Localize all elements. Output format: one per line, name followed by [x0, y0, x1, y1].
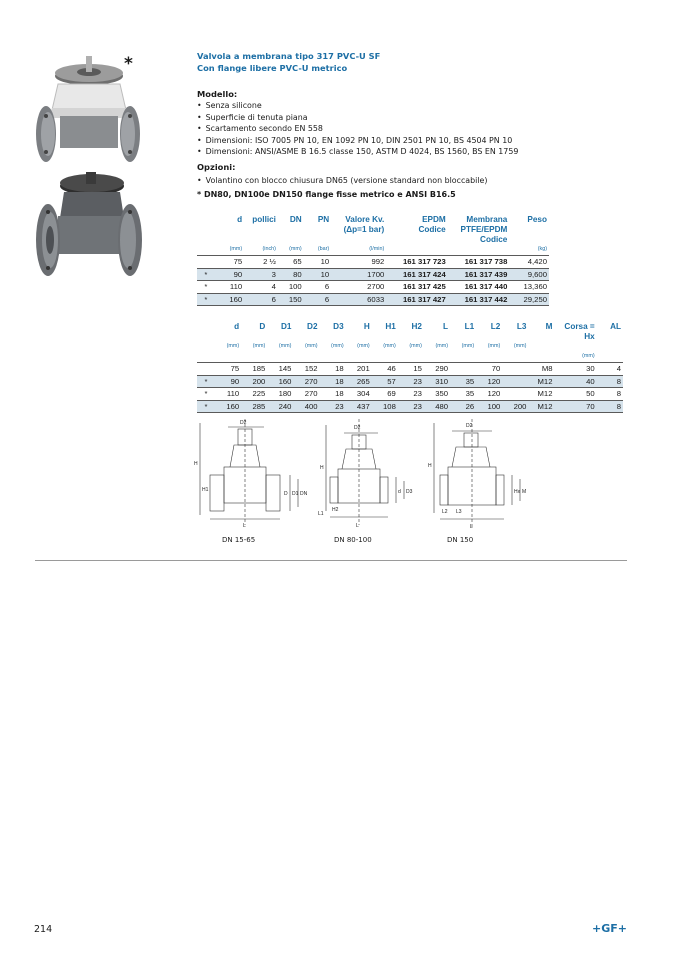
th2	[215, 332, 241, 342]
label-D2-2: D2	[354, 425, 361, 431]
th-D3: D3	[333, 322, 344, 331]
cell: 35	[465, 376, 475, 386]
cell: 4	[616, 364, 621, 373]
th-epdm: EPDM	[422, 215, 446, 224]
caption-dn150: DN 150	[447, 536, 474, 544]
cell: 150	[288, 294, 302, 304]
th3	[215, 235, 245, 245]
cell: 6033	[367, 294, 385, 304]
label-H2: H2	[332, 507, 339, 513]
unit: (l/min)	[369, 246, 385, 252]
th2	[398, 332, 424, 342]
unit	[215, 352, 241, 363]
th2	[197, 225, 215, 235]
unit	[502, 352, 528, 363]
unit: (mm)	[252, 343, 266, 349]
section-divider	[35, 560, 627, 561]
cell: 161 317 738	[464, 257, 508, 266]
cell: 29,250	[523, 294, 547, 304]
th2	[502, 332, 528, 342]
cell: 161 317 440	[464, 282, 508, 291]
th2	[528, 332, 554, 342]
label-H: H	[194, 461, 198, 467]
cell: 480	[435, 401, 449, 411]
table-row	[197, 281, 549, 294]
cell: 270	[304, 389, 318, 398]
table-row	[197, 256, 549, 269]
th3	[278, 235, 304, 245]
label-L3: L3	[456, 509, 462, 515]
cell: 57	[387, 376, 396, 386]
unit: (mm)	[409, 343, 422, 349]
label-d: d	[398, 489, 401, 495]
unit	[386, 245, 447, 256]
th-D: D	[259, 322, 266, 331]
th-peso: Peso	[527, 215, 547, 224]
cell	[450, 363, 476, 376]
unit	[197, 342, 215, 352]
cell: *	[204, 376, 208, 386]
th2	[197, 332, 215, 342]
th2	[320, 332, 346, 342]
cell: 15	[413, 364, 422, 373]
valve-photo-bottom	[34, 170, 142, 294]
table-row	[197, 375, 623, 388]
th-pn: PN	[317, 215, 330, 224]
codes-table	[197, 215, 549, 306]
label-L1: L1	[318, 511, 324, 517]
table-row	[197, 400, 623, 413]
th3	[244, 235, 278, 245]
cell: 160	[278, 376, 292, 386]
th2	[450, 332, 476, 342]
th2	[244, 225, 278, 235]
cell: 201	[356, 364, 370, 373]
unit	[424, 352, 450, 363]
th-mark	[197, 322, 215, 332]
options-list	[197, 175, 487, 187]
th3	[197, 235, 215, 245]
table-row	[197, 388, 623, 401]
unit: (mm)	[226, 343, 240, 349]
unit: (mm)	[461, 343, 475, 349]
th3	[331, 235, 386, 245]
cell: 70	[491, 364, 501, 373]
cell: 270	[304, 376, 318, 386]
unit	[197, 245, 215, 256]
page-number: 214	[34, 924, 53, 935]
th-H: H	[363, 322, 370, 331]
cell: 240	[278, 401, 292, 411]
model-item: • Dimensioni: ANSI/ASME B 16.5 classe 150, ASTM D 4024, BS 1560, BS EN 1759	[197, 146, 518, 158]
cell: M12	[537, 376, 553, 386]
table-row	[197, 293, 549, 306]
cell: *	[204, 282, 208, 291]
label-L2: L2	[442, 509, 448, 515]
cell: 2700	[367, 282, 385, 291]
cell: 8	[616, 389, 621, 398]
cell: 152	[304, 364, 318, 373]
cell: 23	[335, 401, 344, 411]
cell: 90	[230, 376, 240, 386]
th2	[304, 225, 332, 235]
cell: 13,360	[523, 282, 547, 291]
label-H-3: H	[428, 463, 432, 469]
cell: 437	[356, 401, 370, 411]
th-pollici: pollici	[252, 215, 276, 224]
dims-units-row-2	[197, 352, 623, 363]
dims-header-row-2	[197, 332, 623, 342]
codes-header-row-2	[197, 225, 549, 235]
dims-units-row	[197, 342, 623, 352]
label-H-2: H	[320, 465, 324, 471]
unit	[597, 352, 623, 363]
unit	[293, 352, 319, 363]
unit: (mm)	[513, 343, 527, 349]
label-D2: D2	[240, 420, 247, 426]
table-row	[197, 268, 549, 281]
th3-membrana: Codice	[480, 235, 508, 244]
options-heading: Opzioni:	[197, 162, 236, 172]
cell: 6	[271, 294, 276, 304]
model-asterisk: *	[124, 54, 133, 74]
gf-logo: +GF+	[592, 922, 627, 935]
cell: 10	[320, 269, 330, 279]
options-item: • Volantino con blocco chiusura DN65 (versione standard non bloccabile)	[197, 175, 487, 187]
title-line-1: Valvola a membrana tipo 317 PVC-U SF	[197, 51, 381, 61]
cell: 108	[383, 401, 396, 411]
cell: 26	[465, 401, 475, 411]
th-M: M	[545, 322, 553, 331]
th2	[267, 332, 293, 342]
th-d: d	[234, 322, 240, 331]
cell: 69	[387, 389, 396, 398]
cell: 161 317 424	[402, 269, 446, 279]
flange-note: * DN80, DN100e DN150 flange fisse metrico e ANSI B16.5	[197, 190, 456, 199]
cell: 50	[586, 389, 595, 398]
cell: 110	[229, 282, 243, 291]
cell: 161 317 442	[464, 294, 508, 304]
cell: 3	[271, 269, 276, 279]
label-D3: D3	[406, 489, 413, 495]
th-AL: AL	[610, 322, 621, 331]
codes-units-row	[197, 245, 549, 256]
cell: 6	[324, 282, 330, 291]
unit	[555, 342, 597, 352]
cell: 310	[435, 376, 449, 386]
unit	[398, 352, 424, 363]
cell: 304	[356, 389, 370, 398]
cell: 110	[226, 389, 240, 398]
unit: (mm)	[383, 343, 396, 349]
cell: 200	[252, 376, 266, 386]
cell	[197, 363, 215, 376]
label-L: L	[243, 523, 246, 529]
dims-header-row	[197, 322, 623, 332]
unit: (mm)	[278, 343, 292, 349]
cell: 8	[616, 401, 621, 411]
cell: 23	[413, 376, 422, 386]
th-dn: DN	[289, 215, 302, 224]
cell: 350	[435, 389, 449, 398]
th-L3: L3	[516, 322, 527, 331]
cell: 161 317 439	[464, 269, 508, 279]
technical-drawings	[190, 415, 620, 535]
cell: 75	[230, 364, 240, 373]
cell: 161 317 425	[402, 282, 446, 291]
cell	[502, 375, 528, 388]
cell: M12	[537, 401, 553, 411]
th2	[597, 332, 623, 342]
cell: M8	[541, 364, 553, 373]
th2	[293, 332, 319, 342]
cell: 145	[278, 364, 292, 373]
th-D2: D2	[307, 322, 318, 331]
cell: 992	[371, 257, 385, 266]
cell: 23	[413, 389, 422, 398]
cell: 400	[304, 401, 318, 411]
th-kv: Valore Kv.	[345, 215, 385, 224]
label-D2-3: D2	[466, 423, 473, 429]
cell	[502, 363, 528, 376]
th3	[386, 235, 447, 245]
label-DN: DN	[300, 491, 308, 497]
product-title	[197, 51, 380, 74]
cell: 100	[288, 282, 302, 291]
cell: 161 317 723	[402, 257, 446, 266]
unit	[346, 352, 372, 363]
unit	[448, 245, 510, 256]
model-heading: Modello:	[197, 89, 238, 99]
cell: 6	[324, 294, 330, 304]
th2	[424, 332, 450, 342]
cell: 160	[229, 294, 243, 304]
unit	[476, 352, 502, 363]
th2-membrana: PTFE/EPDM	[460, 225, 508, 234]
cell: 9,600	[527, 269, 547, 279]
unit: (mm)	[289, 246, 302, 252]
cell: 18	[335, 376, 344, 386]
unit	[372, 352, 398, 363]
unit: (mm)	[304, 343, 318, 349]
th2-epdm: Codice	[418, 225, 446, 234]
cell: 160	[226, 401, 240, 411]
model-item: • Dimensioni: ISO 7005 PN 10, EN 1092 PN 10, DIN 2501 PN 10, BS 4504 PN 10	[197, 135, 518, 147]
th2	[476, 332, 502, 342]
cell: *	[204, 401, 208, 411]
label-H1: H1	[202, 487, 209, 493]
cell: M12	[537, 389, 553, 398]
th-d: d	[237, 215, 243, 224]
table-row	[197, 363, 623, 376]
unit	[528, 352, 554, 363]
cell: 80	[293, 269, 302, 279]
unit: (mm)	[357, 343, 370, 349]
model-list	[197, 100, 518, 158]
label-L-3: L	[470, 524, 473, 530]
model-item: • Scartamento secondo EN 558	[197, 123, 518, 135]
cell: 265	[356, 376, 370, 386]
cell: *	[204, 389, 208, 398]
cell: 200	[513, 401, 527, 411]
cell: 8	[616, 376, 621, 386]
cell: 161 317 427	[402, 294, 446, 304]
cell: 180	[278, 389, 292, 398]
th-L1: L1	[464, 322, 475, 331]
cell: 100	[487, 401, 501, 411]
unit: (mm)	[229, 246, 243, 252]
th2	[215, 225, 245, 235]
cell: 290	[435, 364, 449, 373]
th2-hx: Hx	[584, 332, 595, 341]
unit: (mm)	[487, 343, 501, 349]
cell: 10	[320, 257, 330, 266]
label-Hx: Hx	[514, 489, 521, 495]
cell: 120	[487, 389, 501, 398]
model-item: • Superficie di tenuta piana	[197, 112, 518, 124]
cell: *	[204, 269, 208, 279]
th-H1: H1	[385, 322, 396, 331]
cell: *	[204, 294, 208, 304]
cell: 46	[387, 364, 396, 373]
title-line-2: Con flange libere PVC-U metrico	[197, 62, 348, 73]
th2	[241, 332, 267, 342]
cell: 30	[586, 364, 595, 373]
cell: 285	[252, 401, 266, 411]
cell: 4	[271, 282, 276, 291]
codes-header-row-3	[197, 235, 549, 245]
unit: (inch)	[262, 246, 276, 252]
th-H2: H2	[411, 322, 422, 331]
cell: 65	[293, 257, 302, 266]
label-L-2: L	[356, 523, 359, 529]
th2	[278, 225, 304, 235]
cell: 70	[586, 401, 595, 411]
cell: 75	[233, 257, 243, 266]
cell: 35	[465, 389, 475, 398]
unit	[267, 352, 293, 363]
th2	[509, 225, 549, 235]
cell: 4,420	[527, 257, 547, 266]
th-L: L	[443, 322, 449, 331]
th-mark	[197, 215, 215, 225]
model-item: • Senza silicone	[197, 100, 518, 112]
th-L2: L2	[490, 322, 501, 331]
cell	[502, 388, 528, 401]
th2	[346, 332, 372, 342]
label-D: D	[284, 491, 288, 497]
codes-header-row	[197, 215, 549, 225]
unit	[528, 342, 554, 352]
th-corsa: Corsa =	[564, 322, 595, 331]
cell: 23	[413, 401, 422, 411]
unit	[241, 352, 267, 363]
cell: 40	[586, 376, 595, 386]
caption-dn80-100: DN 80-100	[334, 536, 372, 544]
cell: 18	[335, 364, 344, 373]
th-D1: D1	[280, 322, 292, 331]
unit: (mm)	[582, 353, 595, 359]
cell: 1700	[367, 269, 385, 279]
dimensions-table	[197, 322, 623, 413]
cell: 2 ½	[263, 257, 276, 266]
cell: 90	[233, 269, 243, 279]
unit	[597, 342, 623, 352]
cell	[197, 256, 215, 269]
th3	[304, 235, 332, 245]
cell: 225	[252, 389, 266, 398]
th2-kv: (Δp=1 bar)	[343, 225, 385, 234]
label-M: M	[522, 489, 527, 495]
unit: (mm)	[435, 343, 449, 349]
unit	[450, 352, 476, 363]
unit: (kg)	[537, 246, 547, 252]
unit: (mm)	[331, 343, 344, 349]
unit: (bar)	[317, 246, 330, 252]
th-membrana: Membrana	[466, 215, 508, 224]
caption-dn15-65: DN 15-65	[222, 536, 256, 544]
label-D1: D1	[292, 491, 299, 497]
unit	[197, 352, 215, 363]
cell: 18	[335, 389, 344, 398]
th2	[372, 332, 398, 342]
cell: 120	[487, 376, 501, 386]
th3	[509, 235, 549, 245]
unit	[320, 352, 346, 363]
cell: 185	[252, 364, 266, 373]
